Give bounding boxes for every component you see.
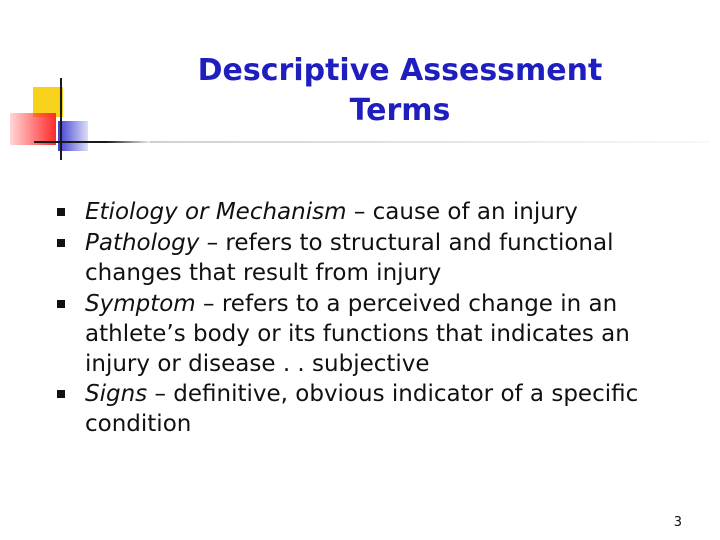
vertical-rule [60,78,62,160]
square-bullet-icon [57,300,65,308]
bullet-text: – refers to a perceived change in an athlete’s body or its functions that indicates an injury or disease . . subjective [85,291,630,377]
slide-title [120,51,680,131]
bullet-term: Symptom [85,291,196,317]
blue-square [58,121,88,151]
title-line-2: Terms [349,93,451,128]
bullet-item [57,379,697,439]
title-underline [34,141,154,143]
bullet-text: – definitive, obvious indicator of a specific condition [85,381,639,437]
decorative-logo [0,0,100,170]
bullet-text: – refers to structural and functional changes that result from injury [85,230,614,286]
square-bullet-icon [57,239,65,247]
page-number: 3 [673,515,682,530]
bullet-item [57,197,697,227]
title-line-1: Descriptive Assessment [197,53,603,88]
bullet-text: – cause of an injury [346,199,578,225]
bullet-term: Signs [85,381,148,407]
bullet-term: Etiology or Mechanism [85,199,347,225]
square-bullet-icon [57,208,65,216]
bullet-list [57,197,697,439]
bullet-item [57,228,697,288]
bullet-item [57,289,697,379]
bullet-term: Pathology [85,230,200,256]
square-bullet-icon [57,390,65,398]
title-underline-fade [150,141,710,143]
